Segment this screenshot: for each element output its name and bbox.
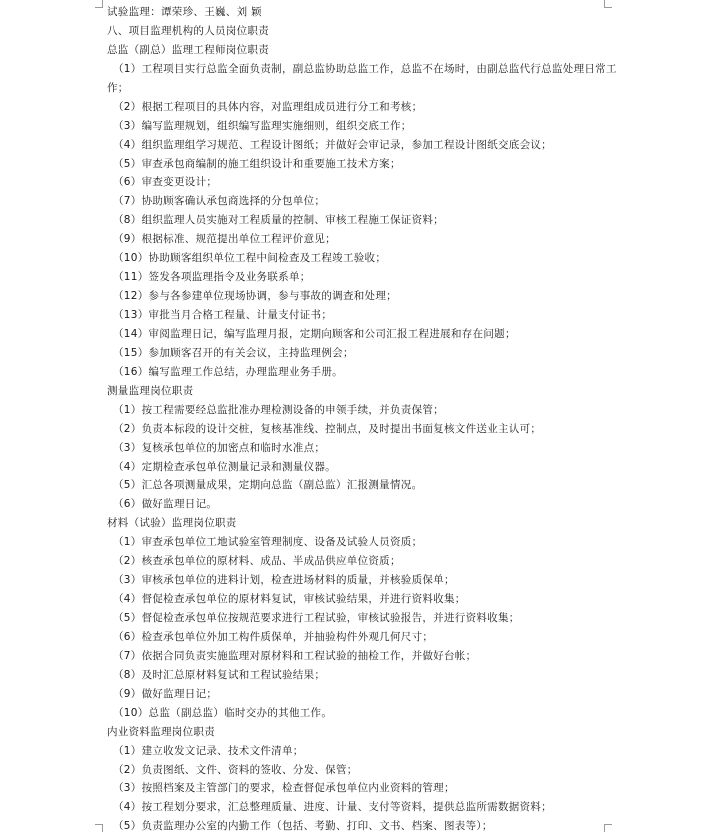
section-heading: 总监（副总）监理工程师岗位职责 [107,43,269,56]
text-line: 试验监理：谭荣珍、王巍、刘 颖 [107,6,262,18]
list-item: （9）做好监理日记； [113,687,218,700]
list-item: （10）总监（副总监）临时交办的其他工作。 [113,706,333,719]
list-item: （16）编写监理工作总结，办理监理业务手册。 [113,365,343,378]
list-item: （6）检查承包单位外加工构件质保单，并抽验构件外观几何尺寸； [113,630,434,643]
list-item: （2）负责图纸、文件、资料的签收、分发、保管； [113,763,358,776]
list-item: （2）核查承包单位的原材料、成品、半成品供应单位资质； [113,555,401,568]
document-body [107,3,617,836]
list-item: （10）协助顾客组织单位工程中间检查及工程竣工验收； [113,252,387,265]
list-item: （7）协助顾客确认承包商选择的分包单位； [113,195,326,208]
list-item: （5）审查承包商编制的施工组织设计和重要施工技术方案； [113,157,401,170]
section-heading: 内业资料监理岗位职责 [107,725,215,738]
text-line: 作； [107,81,129,94]
section-heading: 测量监理岗位职责 [107,384,194,397]
list-item: （12）参与各参建单位现场协调，参与事故的调查和处理； [113,290,397,303]
list-item: （8）组织监理人员实施对工程质量的控制、审核工程施工保证资料； [113,214,444,227]
section-heading: 材料（试验）监理岗位职责 [107,517,237,530]
list-item: （8）及时汇总原材料复试和工程试验结果； [113,668,326,681]
list-item: （6）做好监理日记。 [113,498,218,511]
list-item: （5）汇总各项测量成果，定期向总监（副总监）汇报测量情况。 [113,479,423,492]
list-item: （14）审阅监理日记，编写监理月报，定期向顾客和公司汇报工程进展和存在问题； [113,327,516,340]
list-item: （4）组织监理组学习规范、工程设计图纸；并做好会审记录，参加工程设计图纸交底会议； [113,138,552,151]
list-item: （3）按照档案及主管部门的要求，检查督促承包单位内业资料的管理； [113,782,455,795]
list-item: （15）参加顾客召开的有关会议，主持监理例会； [113,346,354,359]
crop-mark-bottom-left [95,824,103,832]
list-item: （5）负责监理办公室的内勤工作（包括、考勤、打印、文书、档案、图表等）； [113,820,493,833]
list-item: （9）根据标准、规范提出单位工程评价意见； [113,233,336,246]
list-item: （4）督促检查承包单位的原材料复试，审核试验结果，并进行资料收集； [113,593,466,606]
list-item: （7）依据合同负责实施监理对原材料和工程试验的抽检工作，并做好台帐； [113,649,477,662]
list-item: （5）督促检查承包单位按规范要求进行工程试验，审核试验报告，并进行资料收集； [113,612,520,624]
list-item: （3）复核承包单位的加密点和临时水准点； [113,441,326,454]
list-item: （6）审查变更设计； [113,176,218,189]
list-item: （4）按工程划分要求，汇总整理质量、进度、计量、支付等资料，提供总监所需数据资料； [113,801,552,814]
list-item: （1）按工程需要经总监批准办理检测设备的申领手续，并负责保管； [113,403,444,416]
section-heading: 八、项目监理机构的人员岗位职责 [107,24,269,37]
list-item: （2）根据工程项目的具体内容，对监理组成员进行分工和考核； [113,100,423,113]
list-item: （11）签发各项监理指令及业务联系单； [113,271,311,284]
list-item: （3）审核承包单位的进料计划，检查进场材料的质量，并核验质保单； [113,574,455,587]
crop-mark-top-left [95,0,103,8]
list-item: （13）审批当月合格工程量、计量支付证书； [113,309,333,321]
list-item: （3）编写监理规划，组织编写监理实施细则，组织交底工作； [113,119,412,132]
list-item: （1）工程项目实行总监全面负责制，副总监协助总监工作，总监不在场时，由副总监代行总监处理日常工 [113,62,617,75]
list-item: （1）建立收发文记录、技术文件清单； [113,744,304,757]
list-item: （2）负责本标段的设计交桩，复核基准线、控制点，及时提出书面复核文件送业主认可； [113,422,542,435]
list-item: （4）定期检查承包单位测量记录和测量仪器。 [113,460,336,473]
list-item: （1）审查承包单位工地试验室管理制度、设备及试验人员资质； [113,536,423,549]
